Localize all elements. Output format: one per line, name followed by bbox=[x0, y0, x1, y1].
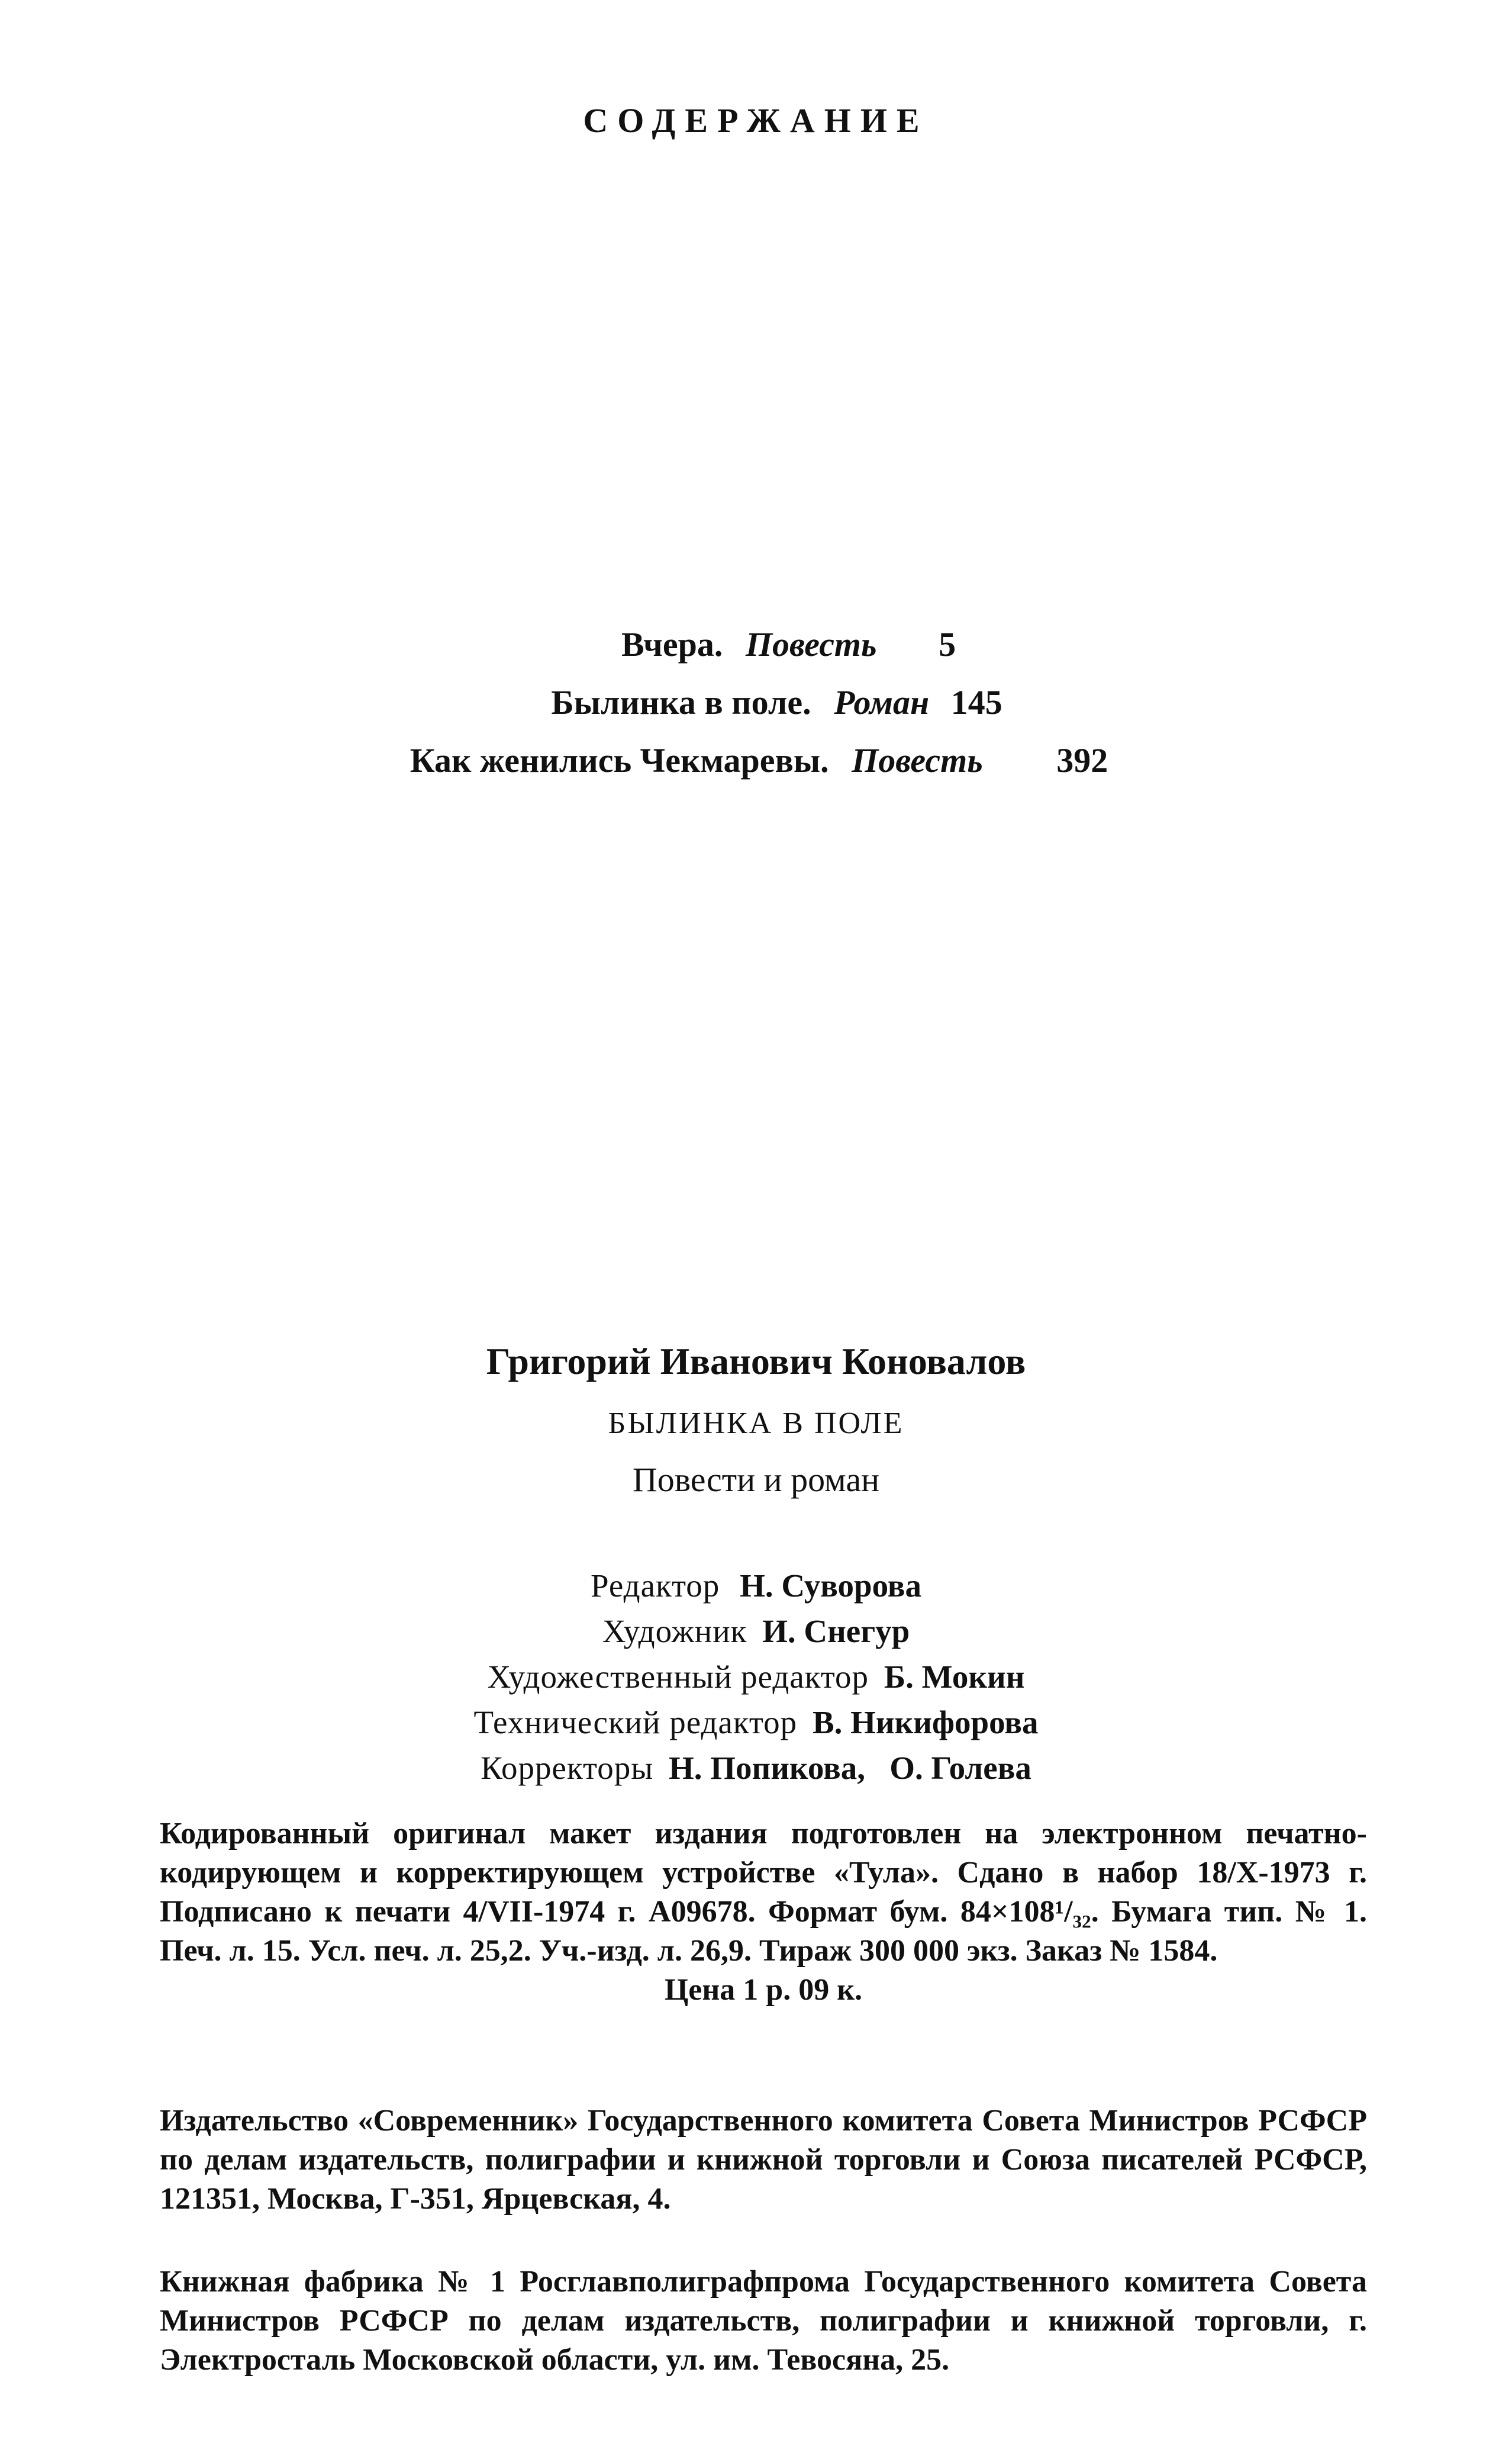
toc-entry-genre: Повесть bbox=[745, 625, 877, 664]
toc-entry bbox=[0, 683, 1512, 722]
credit-role: Корректоры bbox=[481, 1750, 654, 1786]
toc-entry-page: 145 bbox=[950, 683, 1002, 722]
book-title: БЫЛИНКА В ПОЛЕ bbox=[608, 1406, 904, 1440]
book-info bbox=[0, 1335, 1512, 1507]
toc-entry-title: Как женились Чекмаревы. bbox=[410, 741, 829, 780]
imprint-printer: Книжная фабрика № 1 Росглавполиграфпрома Государственного комитета Совета Министров РСФСР по делам издательств, полиграфии и книжной торговли, г. Электросталь Московской области, ул. им. Тевосяна, 25. bbox=[160, 2265, 1367, 2377]
toc-entry-page: 5 bbox=[939, 625, 956, 664]
toc-entry-page: 392 bbox=[1056, 741, 1108, 780]
credit-line bbox=[0, 1745, 1512, 1791]
toc-entry bbox=[0, 741, 1512, 780]
credit-name: Н. Суворова bbox=[740, 1568, 921, 1604]
credit-role: Технический редактор bbox=[473, 1704, 798, 1740]
credits-list bbox=[0, 1563, 1512, 1791]
credit-name: Б. Мокин bbox=[884, 1659, 1025, 1695]
credit-line bbox=[0, 1700, 1512, 1745]
credit-line bbox=[0, 1654, 1512, 1700]
credit-role: Художник bbox=[602, 1613, 747, 1649]
toc-entry bbox=[0, 625, 1512, 664]
print-info-text: Кодированный оригинал макет издания подготовлен на электронном печатно-кодирующем и корректирующем устройстве «Тула». Сдано в набор 18/X-1973 г. Подписано к печати 4/VII-1974 г. А09678. Формат бум. 84×108¹/₃₂. Бумага тип. № 1. Печ. л. 15. Усл. печ. л. 25,2. Уч.-изд. л. 26,9. Тираж 300 000 экз. Заказ № 1584. bbox=[160, 1817, 1367, 1968]
toc-entry-genre: Повесть bbox=[852, 741, 983, 780]
credit-name: И. Снегур bbox=[762, 1613, 910, 1649]
toc-entry-genre: Роман bbox=[834, 683, 930, 722]
toc-entry-title: Былинка в поле. bbox=[551, 683, 811, 722]
credit-name: Н. Попикова, О. Голева bbox=[668, 1750, 1031, 1786]
imprint-print-info bbox=[160, 1814, 1367, 2010]
book-author: Григорий Иванович Коновалов bbox=[486, 1340, 1026, 1382]
contents-heading: СОДЕРЖАНИЕ bbox=[583, 101, 929, 140]
book-subtitle: Повести и роман bbox=[632, 1460, 880, 1499]
credit-line bbox=[0, 1563, 1512, 1608]
credit-role: Редактор bbox=[591, 1568, 720, 1604]
imprint-publisher: Издательство «Современник» Государственного комитета Совета Министров РСФСР по делам издательств, полиграфии и книжной торговли и Союза писателей РСФСР, 121351, Москва, Г-351, Ярцевская, 4. bbox=[160, 2104, 1367, 2216]
price-text: Цена 1 р. 09 к. bbox=[664, 1973, 863, 2007]
credit-line bbox=[0, 1608, 1512, 1654]
credit-name: В. Никифорова bbox=[812, 1704, 1039, 1740]
toc-entry-title: Вчера. bbox=[621, 625, 723, 664]
credit-role: Художественный редактор bbox=[487, 1659, 869, 1695]
